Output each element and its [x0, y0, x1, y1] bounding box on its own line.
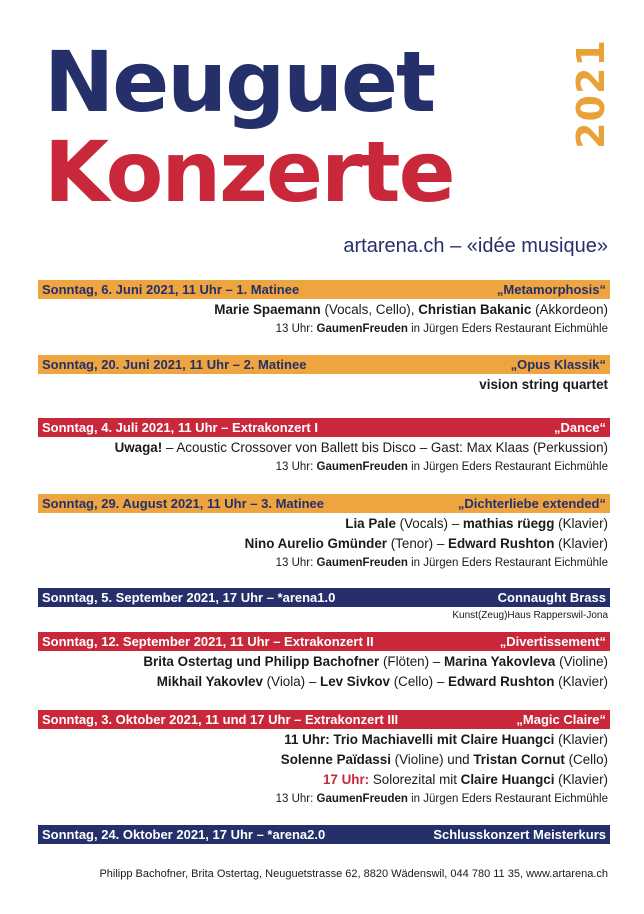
- performer-name: Brita Ostertag und Philipp Bachofner: [143, 654, 380, 669]
- event-date: Sonntag, 24. Oktober 2021, 17 Uhr – *arena2.0: [42, 827, 326, 842]
- event-8-bar: [38, 825, 610, 844]
- gf-name: GaumenFreuden: [316, 793, 408, 805]
- recital-time: 17 Uhr:: [322, 772, 370, 787]
- performer-line: [38, 750, 610, 770]
- event-1-bar: [38, 280, 610, 299]
- event-4: [38, 494, 610, 573]
- performer-name: Lev Sivkov: [320, 674, 390, 689]
- gf-location: in Jürgen Eders Restaurant Eichmühle: [407, 793, 608, 805]
- event-date: Sonntag, 20. Juni 2021, 11 Uhr – 2. Matinee: [42, 357, 307, 372]
- performer-role: (Cello): [564, 752, 608, 767]
- title-konzerte: Konzerte: [44, 123, 454, 221]
- event-title: Schlusskonzert Meisterkurs: [433, 827, 606, 842]
- event-5: [38, 588, 610, 623]
- ensemble-name: vision string quartet: [479, 377, 608, 392]
- performer-role: (Tenor) –: [387, 536, 449, 551]
- performer-role: (Viola) –: [262, 674, 321, 689]
- gf-location: in Jürgen Eders Restaurant Eichmühle: [407, 557, 608, 569]
- recital-desc: Solorezital mit: [369, 772, 461, 787]
- performer-name: Mikhail Yakovlev: [156, 674, 263, 689]
- performer-role: (Klavier): [554, 732, 608, 747]
- performer-line: [38, 514, 610, 534]
- performer-name: Edward Rushton: [448, 536, 555, 551]
- performer-role: (Violine): [555, 654, 608, 669]
- performer-role: (Vocals) –: [395, 516, 463, 531]
- performer-line: [38, 300, 610, 320]
- performer-name: Lia Pale: [345, 516, 396, 531]
- performer-role: (Klavier): [554, 516, 608, 531]
- event-title: „Divertissement“: [499, 634, 606, 649]
- gf-name: GaumenFreuden: [316, 461, 408, 473]
- event-5-bar: [38, 588, 610, 607]
- performer-role: (Violine) und: [390, 752, 474, 767]
- performer-name: Solenne Païdassi: [280, 752, 391, 767]
- performer-name: Christian Bakanic: [418, 302, 532, 317]
- gf-time: 13 Uhr:: [275, 557, 317, 569]
- performer-line: [38, 652, 610, 672]
- event-title: Connaught Brass: [497, 590, 606, 605]
- performer-role: (Akkordeon): [531, 302, 608, 317]
- event-date: Sonntag, 4. Juli 2021, 11 Uhr – Extrakonzert I: [42, 420, 318, 435]
- gaumenfreuden-line: [38, 320, 610, 339]
- performer-name: Marina Yakovleva: [443, 654, 556, 669]
- venue-line: Kunst(Zeug)Haus Rapperswil-Jona: [452, 610, 608, 621]
- year-text: 2021: [569, 39, 614, 149]
- gf-name: GaumenFreuden: [316, 557, 408, 569]
- performer-role: (Klavier): [554, 772, 608, 787]
- gf-name: GaumenFreuden: [316, 323, 408, 335]
- performer-role: (Klavier): [554, 536, 608, 551]
- performer-name: Nino Aurelio Gmünder: [244, 536, 387, 551]
- event-title: „Opus Klassik“: [510, 357, 606, 372]
- band-name: Uwaga!: [114, 440, 163, 455]
- performer-role: (Vocals, Cello),: [320, 302, 419, 317]
- gaumenfreuden-line: [38, 554, 610, 573]
- gaumenfreuden-line: [38, 458, 610, 477]
- gf-location: in Jürgen Eders Restaurant Eichmühle: [407, 461, 608, 473]
- event-4-bar: [38, 494, 610, 513]
- event-6: [38, 632, 610, 692]
- gf-location: in Jürgen Eders Restaurant Eichmühle: [407, 323, 608, 335]
- performer-name: mathias rüegg: [462, 516, 555, 531]
- gf-time: 13 Uhr:: [275, 793, 317, 805]
- performer-role: (Cello) –: [389, 674, 449, 689]
- event-6-bar: [38, 632, 610, 651]
- subtitle: artarena.ch – «idée musique»: [343, 235, 608, 257]
- event-8: [38, 825, 610, 844]
- event-2-bar: [38, 355, 610, 374]
- event-date: Sonntag, 12. September 2021, 11 Uhr – Extrakonzert II: [42, 634, 374, 649]
- performer-name: Claire Huangci: [460, 772, 555, 787]
- event-3-bar: [38, 418, 610, 437]
- performer-role: (Flöten) –: [379, 654, 444, 669]
- event-title: „Metamorphosis“: [496, 282, 606, 297]
- event-title: „Dance“: [553, 420, 606, 435]
- event-3: [38, 418, 610, 477]
- performer-name: Marie Spaemann: [214, 302, 321, 317]
- performer-line: [38, 730, 610, 750]
- event-list: [38, 280, 610, 844]
- event-date: Sonntag, 6. Juni 2021, 11 Uhr – 1. Matinee: [42, 282, 300, 297]
- event-date: Sonntag, 5. September 2021, 17 Uhr – *arena1.0: [42, 590, 336, 605]
- event-2: [38, 355, 610, 395]
- event-title: „Magic Claire“: [516, 712, 606, 727]
- gf-time: 13 Uhr:: [275, 323, 317, 335]
- gaumenfreuden-line: [38, 790, 610, 809]
- event-date: Sonntag, 3. Oktober 2021, 11 und 17 Uhr – Extrakonzert III: [42, 712, 399, 727]
- event-title: „Dichterliebe extended“: [457, 496, 606, 511]
- performer-line: [38, 672, 610, 692]
- event-1: [38, 280, 610, 339]
- band-description: – Acoustic Crossover von Ballett bis Disco – Gast: Max Klaas (Perkussion): [162, 440, 608, 455]
- performer-name: Edward Rushton: [448, 674, 555, 689]
- event-date: Sonntag, 29. August 2021, 11 Uhr – 3. Matinee: [42, 496, 324, 511]
- performer-line: [38, 438, 610, 458]
- performer-name: 11 Uhr: Trio Machiavelli mit Claire Huangci: [284, 732, 555, 747]
- event-7-bar: [38, 710, 610, 729]
- performer-line: [38, 770, 610, 790]
- performer-line: [38, 534, 610, 554]
- event-7: [38, 710, 610, 809]
- performer-name: Tristan Cornut: [473, 752, 565, 767]
- footer-contact: Philipp Bachofner, Brita Ostertag, Neuguetstrasse 62, 8820 Wädenswil, 044 780 11 35, www.artarena.ch: [99, 868, 608, 880]
- gf-time: 13 Uhr:: [275, 461, 317, 473]
- year-badge: [568, 39, 614, 149]
- title-neuguet: Neuguet: [44, 33, 435, 131]
- performer-line: [38, 375, 610, 395]
- performer-role: (Klavier): [554, 674, 608, 689]
